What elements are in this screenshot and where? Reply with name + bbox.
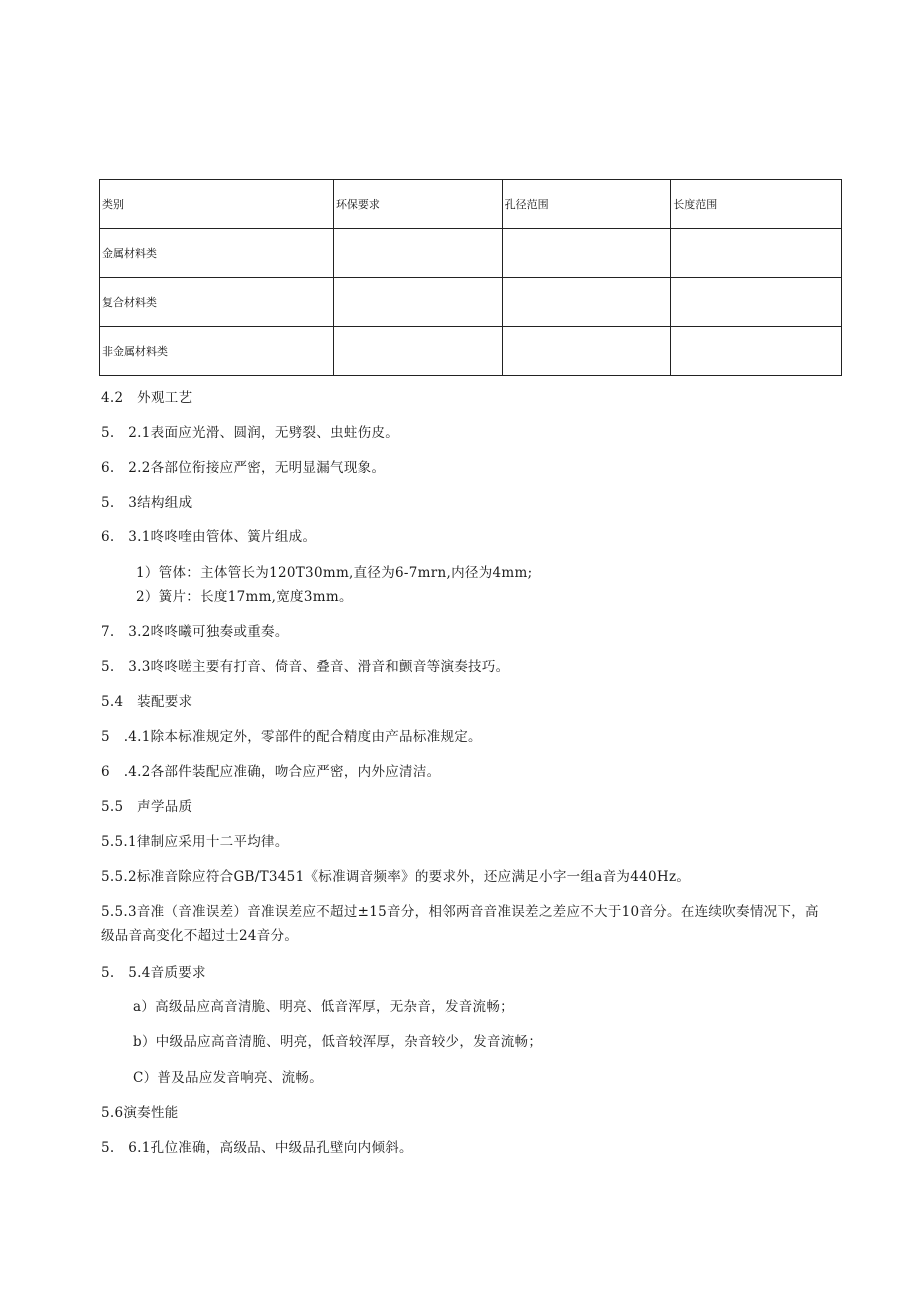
section-heading-structure: 5. 3结构组成 bbox=[101, 495, 193, 511]
clause-techniques: 5. 3.3咚咚嗟主要有打音、倚音、叠音、滑音和颤音等演奏技巧。 bbox=[101, 659, 510, 675]
clause-surface: 5. 2.1表面应光滑、圆润，无劈裂、虫蛀伤皮。 bbox=[101, 425, 400, 441]
section-heading-appearance: 4.2 外观工艺 bbox=[101, 390, 193, 406]
specification-table bbox=[99, 179, 842, 376]
table-cell bbox=[502, 278, 671, 327]
table-cell bbox=[671, 278, 842, 327]
table-cell bbox=[333, 229, 502, 278]
section-heading-acoustic: 5.5 声学品质 bbox=[101, 799, 193, 815]
section-heading-performance: 5.6演奏性能 bbox=[101, 1105, 179, 1121]
clause-standard-pitch: 5.5.2标准音除应符合GB/T3451《标准调音频率》的要求外，还应满足小字一组a音为440Hz。 bbox=[101, 869, 691, 885]
header-bore-range: 孔径范围 bbox=[502, 180, 671, 229]
table-cell: 复合材料类 bbox=[100, 278, 334, 327]
clause-precision: 5 .4.1除本标准规定外，零部件的配合精度由产品标准规定。 bbox=[101, 729, 482, 745]
table-cell bbox=[671, 229, 842, 278]
header-environmental-requirement: 环保要求 bbox=[333, 180, 502, 229]
section-heading-assembly: 5.4 装配要求 bbox=[101, 694, 193, 710]
table-cell bbox=[333, 327, 502, 376]
header-length-range: 长度范围 bbox=[671, 180, 842, 229]
table-row bbox=[100, 327, 842, 376]
clause-assembly-accuracy: 6 .4.2各部件装配应准确，吻合应严密，内外应清洁。 bbox=[101, 764, 441, 780]
clause-tone-quality: 5. 5.4音质要求 bbox=[101, 965, 206, 981]
clause-joints: 6. 2.2各部位衔接应严密，无明显漏气现象。 bbox=[101, 460, 386, 476]
clause-solo-ensemble: 7. 3.2咚咚曦可独奏或重奏。 bbox=[101, 624, 289, 640]
table-header-row bbox=[100, 180, 842, 229]
list-item-middle-grade: b）中级品应高音清脆、明亮，低音较浑厚，杂音较少，发音流畅； bbox=[133, 1034, 543, 1050]
clause-composition: 6. 3.1咚咚喹由管体、簧片组成。 bbox=[101, 529, 317, 545]
list-item-premium-grade: a）高级品应高音清脆、明亮、低音浑厚，无杂音，发音流畅； bbox=[133, 999, 514, 1015]
table-row bbox=[100, 229, 842, 278]
clause-hole-position: 5. 6.1孔位准确，高级品、中级品孔壁向内倾斜。 bbox=[101, 1140, 413, 1156]
table-row bbox=[100, 278, 842, 327]
table-cell: 非金属材料类 bbox=[100, 327, 334, 376]
header-category: 类别 bbox=[100, 180, 334, 229]
table-cell: 金属材料类 bbox=[100, 229, 334, 278]
list-item-reed: 2）簧片：长度17mm,宽度3mm。 bbox=[136, 589, 353, 605]
table-cell bbox=[333, 278, 502, 327]
list-item-basic-grade: C）普及品应发音响亮、流畅。 bbox=[133, 1070, 324, 1086]
table-cell bbox=[502, 229, 671, 278]
table-cell bbox=[502, 327, 671, 376]
clause-intonation: 5.5.3音准（音准误差）音准误差应不超过±15音分，相邻两音音准误差之差应不大于10音分。在连续吹奏情况下，高级品音高变化不超过士24音分。 bbox=[101, 904, 819, 944]
list-item-tube: 1）管体：主体管长为120T30mm,直径为6-7mrn,内径为4mm; bbox=[136, 565, 533, 581]
clause-temperament: 5.5.1律制应采用十二平均律。 bbox=[101, 834, 289, 850]
table-cell bbox=[671, 327, 842, 376]
